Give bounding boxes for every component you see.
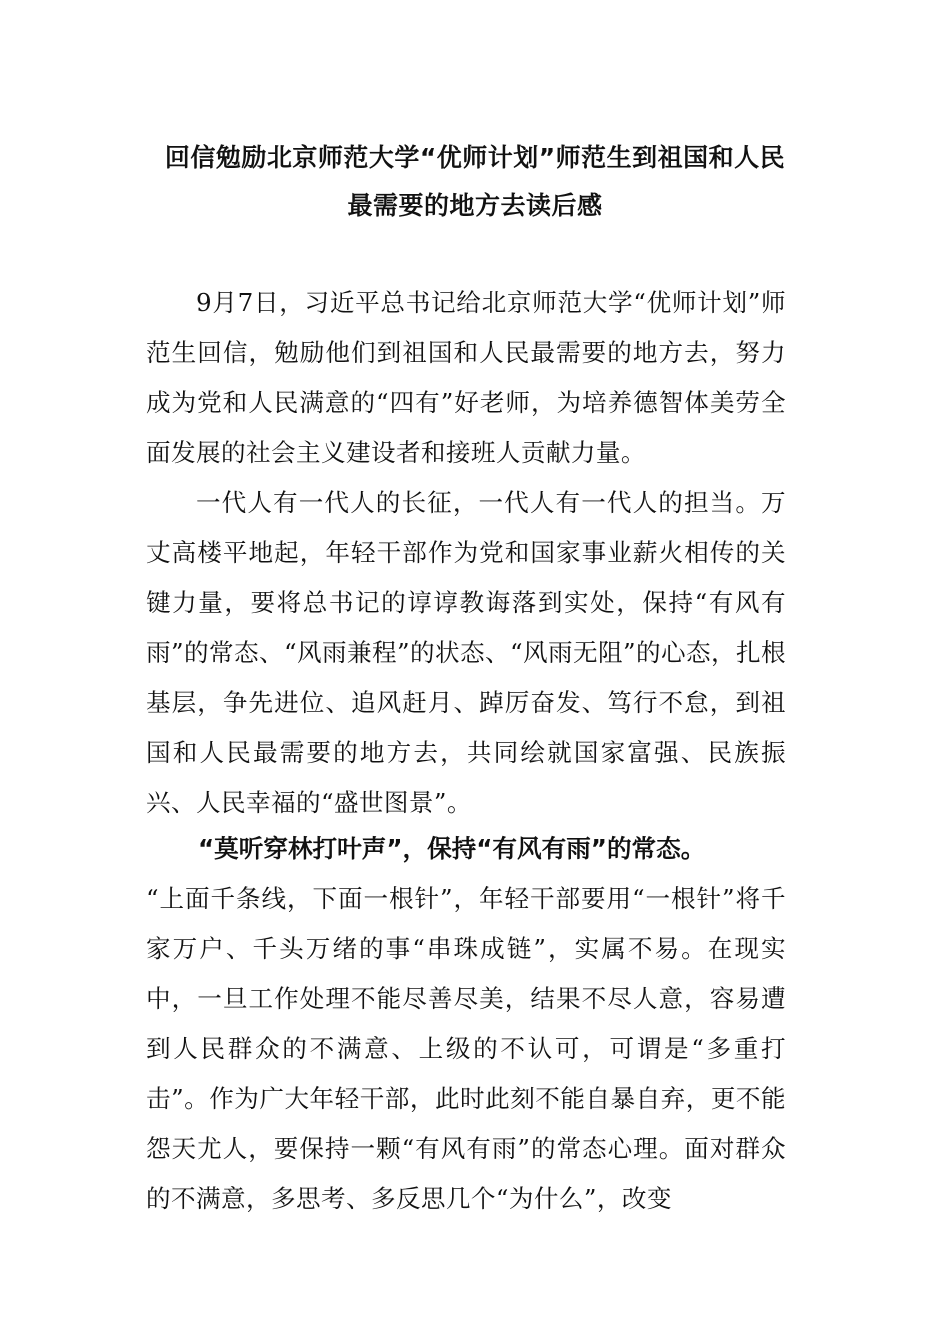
paragraph-responsibility: 一代人有一代人的长征，一代人有一代人的担当。万丈高楼平地起，年轻干部作为党和国家事业薪火相传的关键力量，要将总书记的谆谆教诲落到实处，保持“有风有雨”的常态、“风雨兼程”的状态、“风雨无阻”的心态，扎根基层，争先进位、追风赶月、踔厉奋发、笃行不怠，到祖国和人民最需要的地方去，共同绘就国家富强、民族振兴、人民幸福的“盛世图景”。: [146, 488, 786, 817]
section-heading: “莫听穿林打叶声”，保持“有风有雨”的常态。: [198, 834, 706, 863]
paragraph-section-body: “上面千条线，下面一根针”，年轻干部要用“一根针”将千家万户、千头万绪的事“串珠成链”，实属不易。在现实中，一旦工作处理不能尽善尽美，结果不尽人意，容易遭到人民群众的不满意、上级的不认可，可谓是“多重打击”。作为广大年轻干部，此时此刻不能自暴自弃，更不能怨天尤人，要保持一颗“有风有雨”的常态心理。面对群众的不满意，多思考、多反思几个“为什么”，改变: [146, 884, 786, 1213]
document-title-line-1: 回信勉励北京师范大学“优师计划”师范生到祖国和人民: [164, 143, 786, 172]
paragraph-intro: 9月7日，习近平总书记给北京师范大学“优师计划”师范生回信，勉励他们到祖国和人民最需要的地方去，努力成为党和人民满意的“四有”好老师，为培养德智体美劳全面发展的社会主义建设者和接班人贡献力量。: [146, 288, 786, 467]
document-title-line-2: 最需要的地方去读后感: [347, 191, 603, 220]
